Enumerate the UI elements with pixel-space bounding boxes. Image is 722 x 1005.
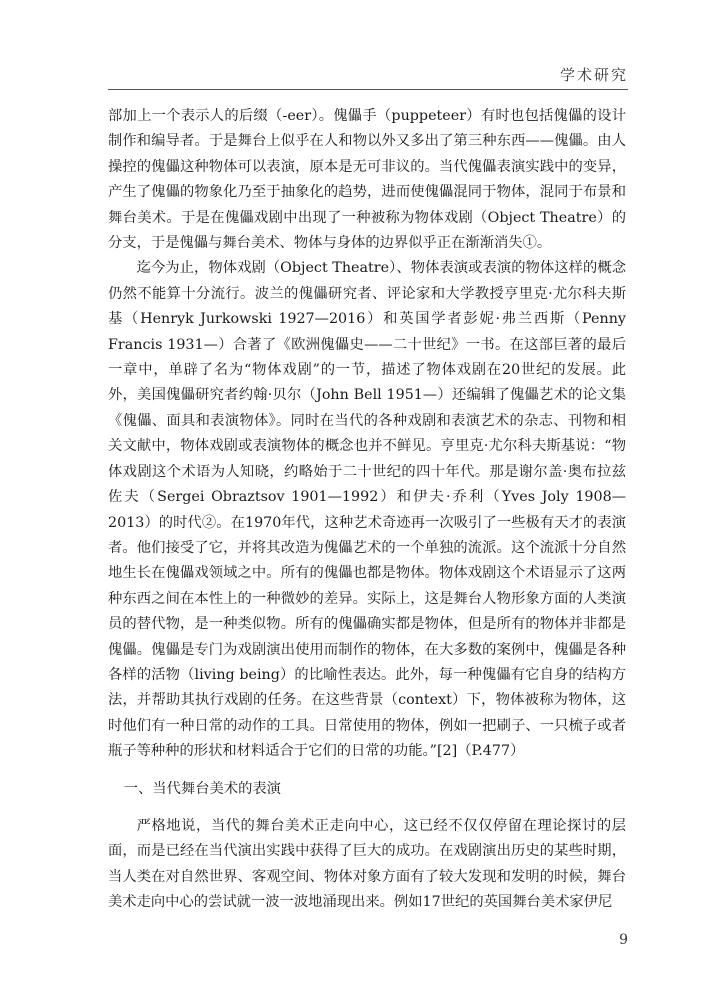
- paragraph-1: 部加上一个表示人的后缀（-eer）。傀儡手（puppeteer）有时也包括傀儡的设计制作和编导者。于是舞台上似乎在人和物以外又多出了第三种东西——傀儡。由人操控的傀儡这种物体可以表演，原本是无可非议的。当代傀儡表演实践中的变异，产生了傀儡的物象化乃至于抽象化的趋势，进而使傀儡混同于物体，混同于布景和舞台美术。于是在傀儡戏剧中出现了一种被称为物体戏剧（Object Theatre）的分支，于是傀儡与舞台美术、物体与身体的边界似乎正在渐渐消失①。: [108, 108, 626, 252]
- section-heading: 一、当代舞台美术的表演: [123, 780, 281, 797]
- article-body: [108, 104, 626, 916]
- paragraph-2: 迄今为止，物体戏剧（Object Theatre）、物体表演或表演的物体这样的概念仍然不能算十分流行。波兰的傀儡研究者、评论家和大学教授亨里克·尤尔科夫斯基（Henryk Jurkowski 1927—2016）和英国学者彭妮·弗兰西斯（Penny Francis 1931—）合著了《欧洲傀儡史——二十世纪》一书。在这部巨著的最后一章中，单辟了名为“物体戏剧”的一节，描述了物体戏剧在20世纪的发展。此外，美国傀儡研究者约翰·贝尔（John Bell 1951—）还编辑了傀儡艺术的论文集《傀儡、面具和表演物体》。同时在当代的各种戏剧和表演艺术的杂志、刊物和相关文献中，物体戏剧或表演物体的概念也并不鲜见。亨里克·尤尔科夫斯基说：“物体戏剧这个术语为人知晓，约略始于二十世纪的四十年代。那是谢尔盖·奥布拉兹佐夫（Sergei Obraztsov 1901—1992）和伊夫·乔利（Yves Joly 1908—2013）的时代②。在1970年代，这种艺术奇迹再一次吸引了一些极有天才的表演者。他们接受了它，并将其改造为傀儡艺术的一个单独的流派。这个流派十分自然地生长在傀儡戏领域之中。所有的傀儡也都是物体。物体戏剧这个术语显示了这两种东西之间在本性上的一种微妙的差异。实际上，这是舞台人物形象方面的人类演员的替代物，是一种类似物。所有的傀儡确实都是物体，但是所有的物体并非都是傀儡。傀儡是专门为戏剧演出使用而制作的物体，在大多数的案例中，傀儡是各种各样的活物（living being）的比喻性表达。此外，每一种傀儡有它自身的结构方法，并帮助其执行戏剧的任务。在这些背景（context）下，物体被称为物体，这时他们有一种日常的动作的工具。日常使用的物体，例如一把刷子、一只梳子或者瓶子等种种的形状和材料适合于它们的日常的功能。”[2]（P.477）: [108, 260, 626, 760]
- page-header-title: 学术研究: [559, 66, 628, 84]
- paragraph-3: 严格地说，当代的舞台美术正走向中心，这已经不仅仅停留在理论探讨的层面，而是已经在当代演出实践中获得了巨大的成功。在戏剧演出历史的某些时期，当人类在对自然世界、客观空间、物体对象方面有了较大发现和发明的时候，舞台美术走向中心的尝试就一波一波地涌现出来。例如17世纪的英国舞台美术家伊尼: [108, 817, 626, 911]
- page-number: 9: [619, 932, 628, 948]
- header-rule: [108, 89, 628, 90]
